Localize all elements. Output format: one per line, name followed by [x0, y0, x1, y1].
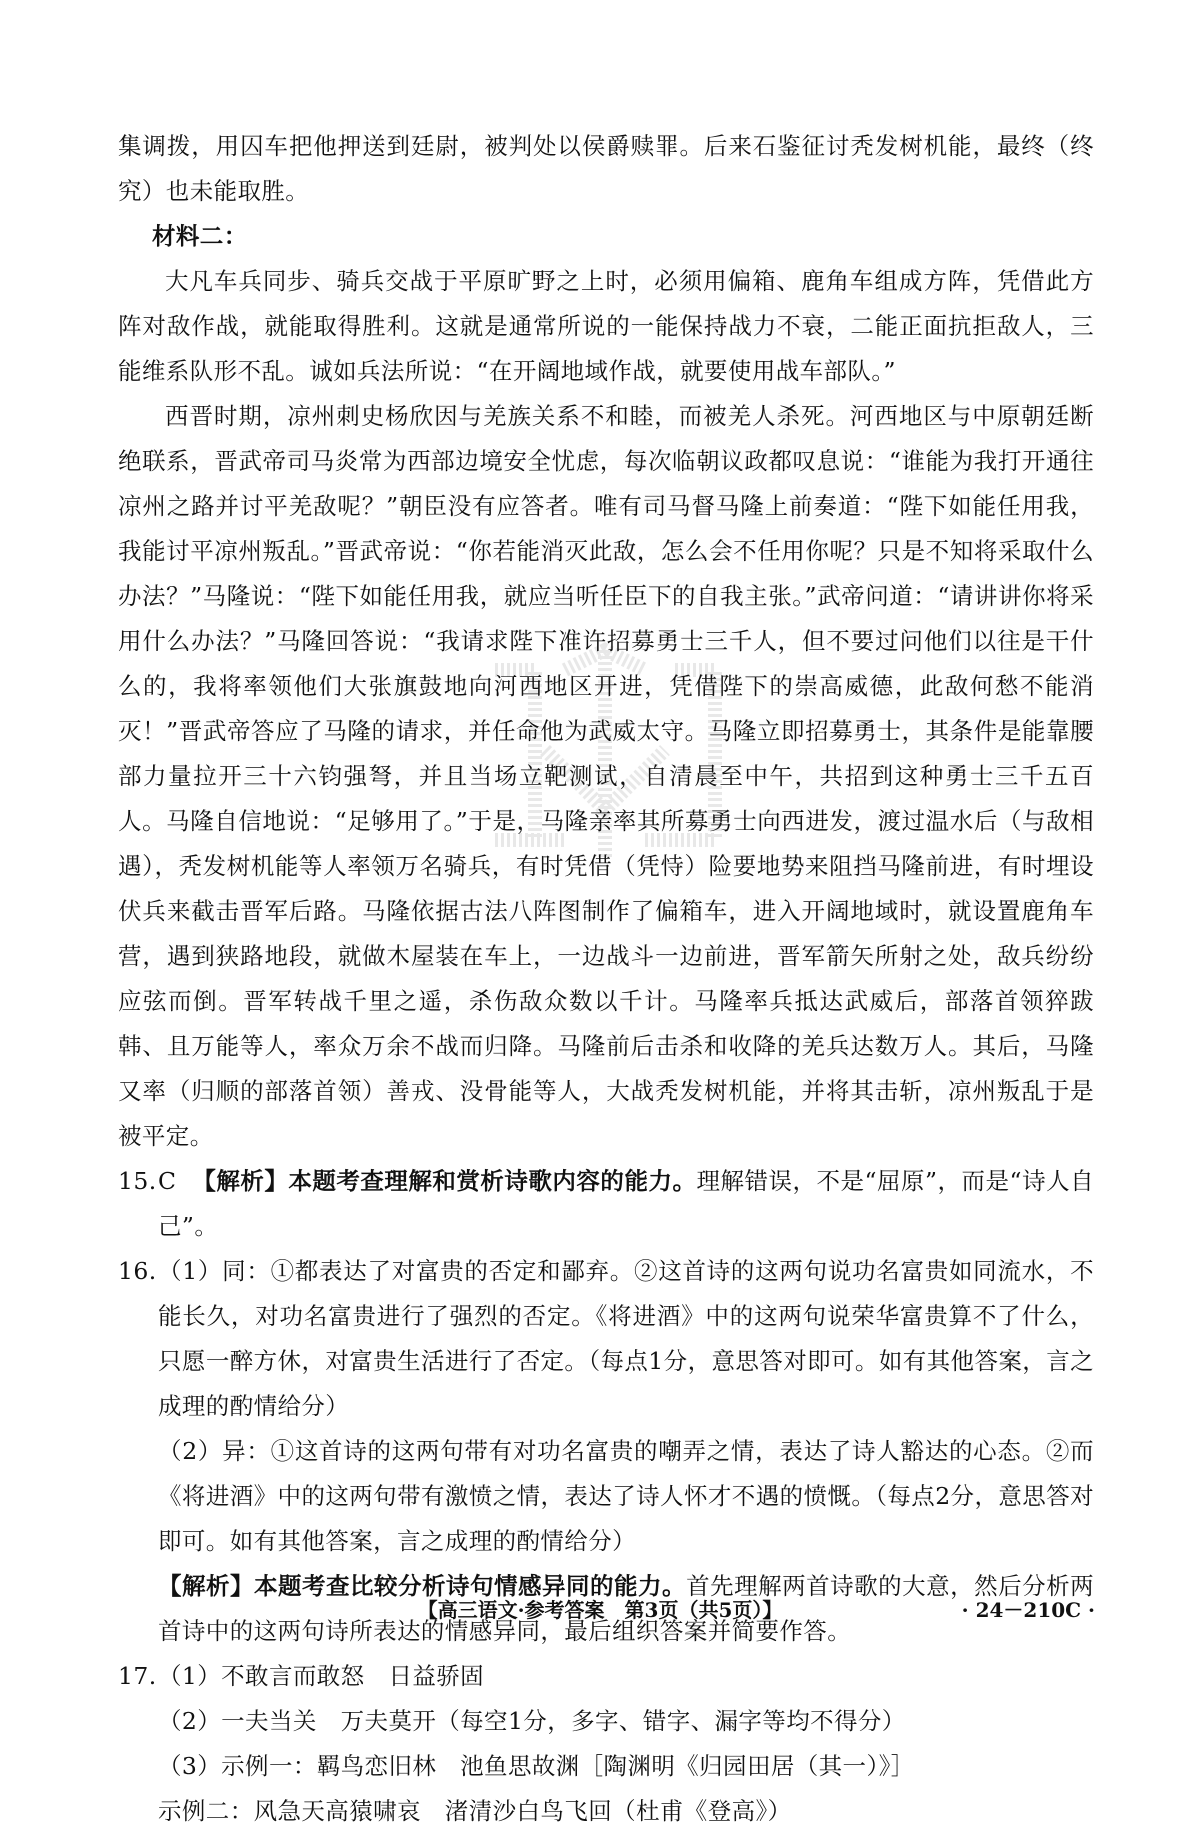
answer-part-1: （1）同：①都表达了对富贵的否定和鄙弃。②这首诗的这两句说功名富贵如同流水，不能长久，对功名富贵进行了强烈的否定。《将进酒》中的这两句说荣华富贵算不了什么，只愿一醉方休，对富贵生活进行了否定。（每点1分，意思答对即可。如有其他答案，言之成理的酌情给分） [158, 1257, 1094, 1420]
analysis-text: 首先理解两首诗歌的大意，然后分析两首诗中的这两句诗所表达的情感异同，最后组织答案并简要作答。 [158, 1572, 1094, 1645]
question-number: 15. [118, 1167, 157, 1195]
question-number: 17. [118, 1662, 157, 1690]
footer-code: · 24－210C · [961, 1598, 1095, 1622]
analysis-bold-text: 本题考查比较分析诗句情感异同的能力。 [254, 1572, 687, 1600]
material-two-heading: 材料二： [152, 222, 248, 250]
analysis-label: 【解析】 [192, 1167, 289, 1195]
question-17 [118, 1654, 1094, 1834]
answer-line-3: （3）示例一：羁鸟恋旧林 池鱼思故渊［陶渊明《归园田居（其一）》］ [158, 1752, 915, 1780]
paragraph-chariot-tactics: 大凡车兵同步、骑兵交战于平原旷野之上时，必须用偏箱、鹿角车组成方阵，凭借此方阵对敌作战，就能取得胜利。这就是通常所说的一能保持战力不衰，二能正面抗拒敌人，三能维系队形不乱。诚如兵法所说：“在开阔地域作战，就要使用战车部队。” [118, 267, 1094, 385]
answer-line-2: （2）一夫当关 万夫莫开（每空1分，多字、错字、漏字等均不得分） [158, 1707, 906, 1735]
answer-choice: C [158, 1167, 177, 1195]
answer-content [118, 124, 1094, 1834]
analysis-label: 【解析】 [158, 1572, 255, 1600]
question-15 [118, 1159, 1094, 1249]
answer-line-1: （1）不敢言而敢怒 日益骄固 [158, 1662, 485, 1690]
analysis-bold-text: 本题考查理解和赏析诗歌内容的能力。 [288, 1167, 697, 1195]
paragraph-translation-end: 集调拨，用囚车把他押送到廷尉，被判处以侯爵赎罪。后来石鉴征讨秃发树机能，最终（终究）也未能取胜。 [118, 132, 1094, 205]
question-number: 16. [118, 1257, 157, 1285]
answer-line-4: 示例二：风急天高猿啸哀 渚清沙白鸟飞回（杜甫《登高》） [158, 1797, 792, 1825]
analysis-text: 理解错误，不是“屈原”，而是“诗人自己”。 [158, 1167, 1094, 1240]
answer-part-2: （2）异：①这首诗的这两句带有对功名富贵的嘲弄之情，表达了诗人豁达的心态。②而《将进酒》中的这两句带有激愤之情，表达了诗人怀才不遇的愤慨。（每点2分，意思答对即可。如有其他答案，言之成理的酌情给分） [158, 1437, 1094, 1555]
page-footer [0, 1590, 1200, 1630]
footer-title: 【高三语文·参考答案 第3页（共5页）】 [417, 1598, 783, 1622]
paragraph-ma-long-story: 西晋时期，凉州刺史杨欣因与羌族关系不和睦，而被羌人杀死。河西地区与中原朝廷断绝联系，晋武帝司马炎常为西部边境安全忧虑，每次临朝议政都叹息说：“谁能为我打开通往凉州之路并讨平羌敌呢？”朝臣没有应答者。唯有司马督马隆上前奏道：“陛下如能任用我，我能讨平凉州叛乱。”晋武帝说：“你若能消灭此敌，怎么会不任用你呢？只是不知将采取什么办法？”马隆说：“陛下如能任用我，就应当听任臣下的自我主张。”武帝问道：“请讲讲你将采用什么办法？”马隆回答说：“我请求陛下准许招募勇士三千人，但不要过问他们以往是干什么的，我将率领他们大张旗鼓地向河西地区开进，凭借陛下的崇高威德，此敌何愁不能消灭！”晋武帝答应了马隆的请求，并任命他为武威太守。马隆立即招募勇士，其条件是能靠腰部力量拉开三十六钧强弩，并且当场立靶测试，自清晨至中午，共招到这种勇士三千五百人。马隆自信地说：“足够用了。”于是，马隆亲率其所募勇士向西进发，渡过温水后（与敌相遇），秃发树机能等人率领万名骑兵，有时凭借（凭恃）险要地势来阻挡马隆前进，有时埋设伏兵来截击晋军后路。马隆依据古法八阵图制作了偏箱车，进入开阔地域时，就设置鹿角车营，遇到狭路地段，就做木屋装在车上，一边战斗一边前进，晋军箭矢所射之处，敌兵纷纷应弦而倒。晋军转战千里之遥，杀伤敌众数以千计。马隆率兵抵达武威后，部落首领猝跋韩、且万能等人，率众万余不战而归降。马隆前后击杀和收降的羌兵达数万人。其后，马隆又率（归顺的部落首领）善戎、没骨能等人，大战秃发树机能，并将其击斩，凉州叛乱于是被平定。 [118, 402, 1094, 1150]
